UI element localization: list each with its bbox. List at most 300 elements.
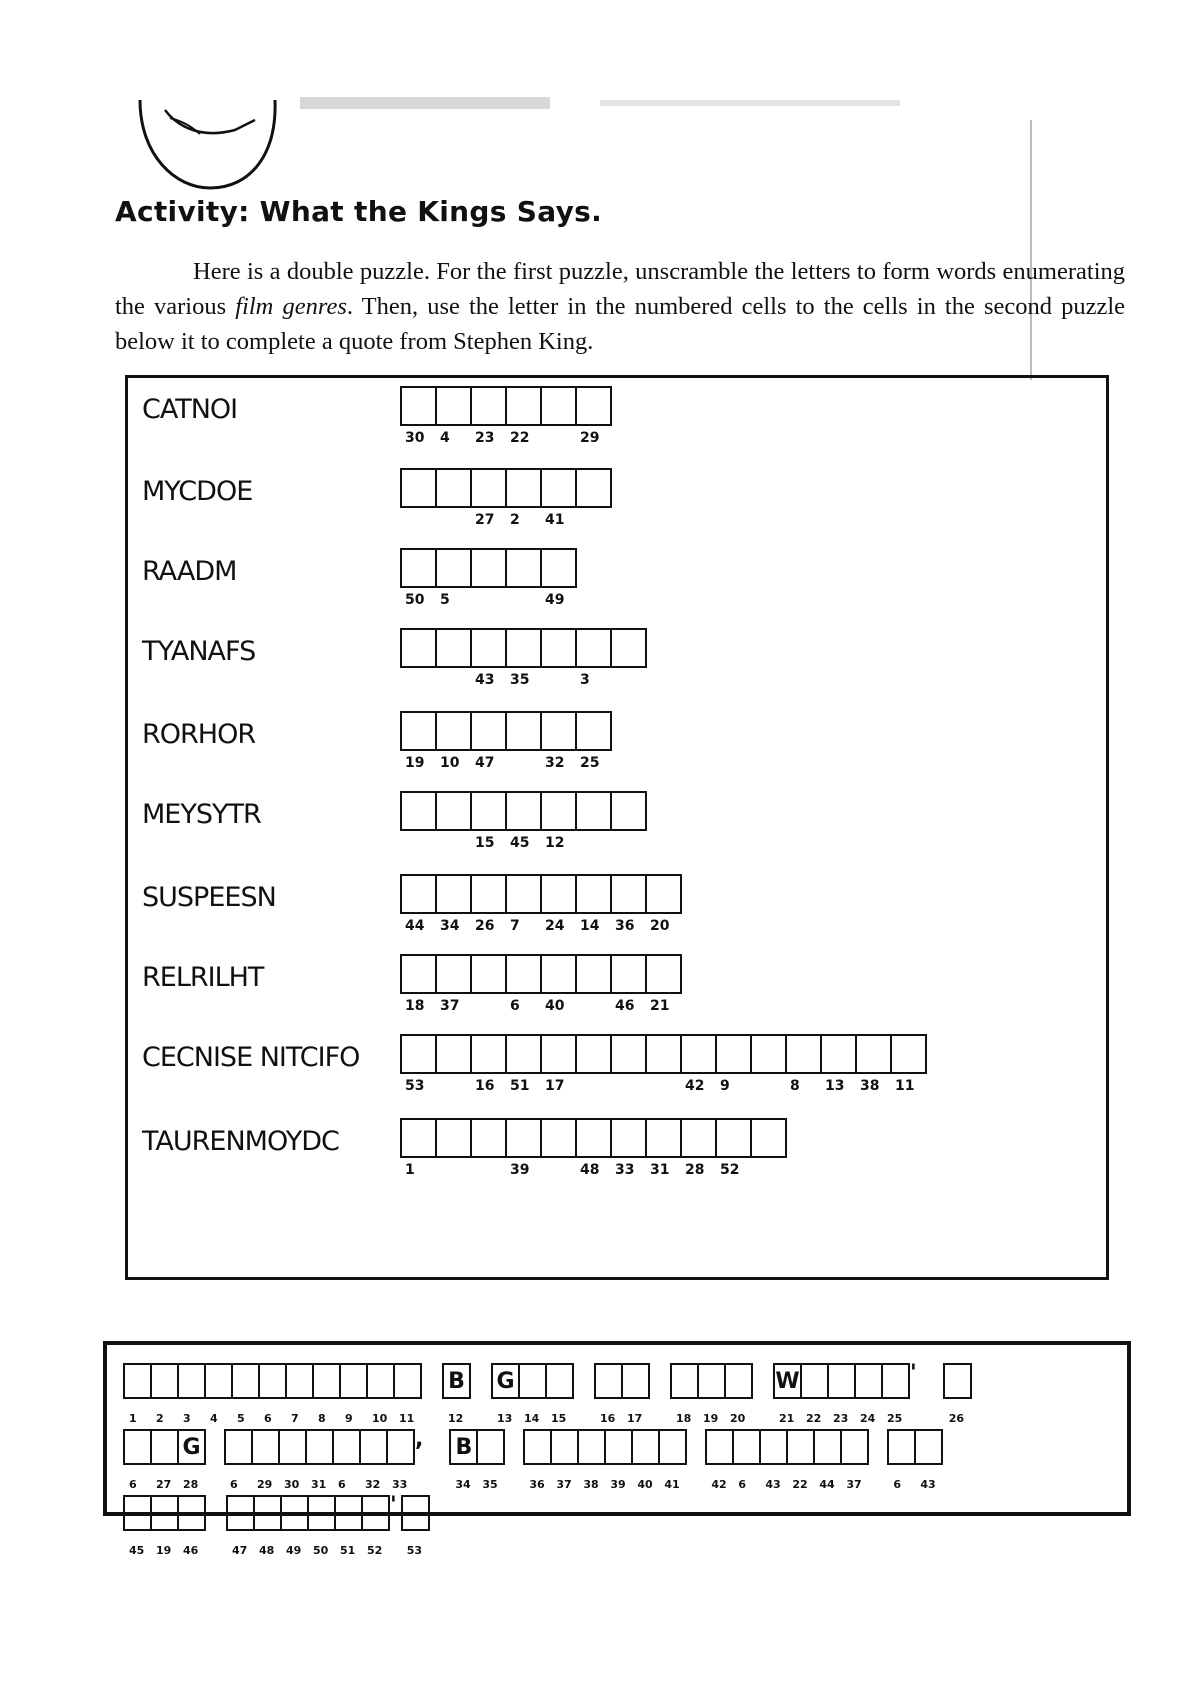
- quote-cell[interactable]: [231, 1363, 260, 1425]
- quote-cell[interactable]: [887, 1429, 916, 1491]
- puzzle-row: [128, 1118, 1106, 1190]
- quote-cell[interactable]: [361, 1495, 390, 1557]
- answer-cells: [400, 711, 610, 771]
- quote-cell-number: 12: [448, 1412, 464, 1425]
- cell-number: 27: [475, 512, 495, 528]
- scrambled-word: CATNOI: [142, 394, 238, 425]
- quote-cell-number: 37: [846, 1478, 862, 1491]
- answer-cell[interactable]: [470, 954, 507, 994]
- quote-cell[interactable]: [813, 1429, 842, 1491]
- answer-cell[interactable]: [400, 954, 437, 1014]
- cell-number: 32: [545, 755, 565, 771]
- answer-cell[interactable]: [505, 954, 542, 1014]
- answer-cell[interactable]: [645, 874, 682, 934]
- answer-cells: [400, 791, 645, 851]
- answer-cell[interactable]: [610, 874, 647, 934]
- answer-cell[interactable]: [575, 386, 612, 446]
- quote-cell-number: 44: [819, 1478, 835, 1491]
- quote-cell[interactable]: [759, 1429, 788, 1491]
- puzzle-row: [128, 548, 1106, 620]
- quote-word: [491, 1363, 572, 1425]
- quote-cell[interactable]: [359, 1429, 388, 1491]
- quote-word: [594, 1363, 648, 1425]
- answer-cell[interactable]: [470, 791, 507, 851]
- puzzle-row: [128, 1034, 1106, 1106]
- answer-cell[interactable]: [575, 628, 612, 688]
- answer-cell[interactable]: [575, 711, 612, 771]
- answer-cell[interactable]: [400, 1034, 437, 1094]
- quote-cell-number: 27: [156, 1478, 172, 1491]
- quote-cell-number: 22: [792, 1478, 808, 1491]
- answer-cell[interactable]: [435, 548, 472, 608]
- quote-cell[interactable]: [366, 1363, 395, 1425]
- answer-cell[interactable]: [470, 468, 507, 528]
- quote-cell[interactable]: [177, 1429, 206, 1491]
- quote-cell[interactable]: [393, 1363, 422, 1425]
- quote-cell[interactable]: [732, 1429, 761, 1491]
- answer-cells: [400, 954, 680, 1014]
- quote-word: [123, 1429, 204, 1491]
- answer-cells: [400, 628, 645, 688]
- quote-cell-number: 22: [806, 1412, 822, 1425]
- cell-number: 50: [405, 592, 425, 608]
- answer-cell[interactable]: [610, 628, 647, 668]
- quote-cell[interactable]: [334, 1495, 363, 1557]
- answer-cell[interactable]: [540, 1034, 577, 1094]
- quote-cell[interactable]: [177, 1363, 206, 1425]
- quote-cell-number: 14: [524, 1412, 540, 1425]
- quote-cell-number: 6: [129, 1478, 137, 1491]
- puzzle-row: [128, 628, 1106, 700]
- punctuation-mark: ': [910, 1361, 917, 1386]
- quote-cell-number: 37: [556, 1478, 572, 1491]
- puzzle-row: [128, 468, 1106, 540]
- cell-number: 23: [475, 430, 495, 446]
- answer-cell[interactable]: [505, 468, 542, 528]
- answer-cell[interactable]: [610, 791, 647, 831]
- quote-cell[interactable]: [697, 1363, 726, 1425]
- cell-number: 3: [580, 672, 590, 688]
- scrambled-word: TYANAFS: [142, 636, 256, 667]
- answer-cell[interactable]: [470, 1118, 507, 1158]
- answer-cell[interactable]: [400, 548, 437, 608]
- cell-number: 19: [405, 755, 425, 771]
- answer-cell[interactable]: [505, 1034, 542, 1094]
- quote-cell-number: 26: [948, 1412, 965, 1425]
- punctuation-mark: ,: [415, 1427, 424, 1452]
- scrambled-word: MEYSYTR: [142, 799, 261, 830]
- cell-number: 12: [545, 835, 565, 851]
- quote-cell-number: 36: [529, 1478, 545, 1491]
- answer-cell[interactable]: [435, 874, 472, 934]
- quote-word: [670, 1363, 751, 1425]
- answer-cell[interactable]: [820, 1034, 857, 1094]
- quote-cell-number: 46: [183, 1544, 199, 1557]
- answer-cell[interactable]: [400, 468, 437, 508]
- cell-number: 39: [510, 1162, 530, 1178]
- quote-cell-number: 50: [313, 1544, 329, 1557]
- puzzle-row: [128, 386, 1106, 458]
- cell-number: 15: [475, 835, 495, 851]
- answer-cell[interactable]: [435, 954, 472, 1014]
- answer-cell[interactable]: [505, 874, 542, 934]
- given-letter: B: [455, 1435, 473, 1460]
- quote-cell[interactable]: [386, 1429, 415, 1491]
- answer-cell[interactable]: [505, 1118, 542, 1178]
- quote-cell[interactable]: [224, 1429, 253, 1491]
- answer-cell[interactable]: [750, 1118, 787, 1158]
- quote-cell[interactable]: [123, 1495, 152, 1557]
- quote-cell-number: 31: [311, 1478, 327, 1491]
- quote-cell[interactable]: [280, 1495, 309, 1557]
- answer-cell[interactable]: [505, 791, 542, 851]
- quote-cell[interactable]: [724, 1363, 753, 1425]
- puzzle-row: [128, 711, 1106, 783]
- answer-cells: [400, 548, 575, 608]
- quote-cell[interactable]: [545, 1363, 574, 1425]
- quote-cell-number: 38: [583, 1478, 599, 1491]
- quote-cell-number: 28: [183, 1478, 199, 1491]
- answer-cell[interactable]: [540, 386, 577, 426]
- cell-number: 45: [510, 835, 530, 851]
- quote-cell[interactable]: [670, 1363, 699, 1425]
- puzzle-row: [128, 874, 1106, 946]
- quote-cell-number: 29: [257, 1478, 273, 1491]
- answer-cell[interactable]: [435, 711, 472, 771]
- quote-cell[interactable]: [226, 1495, 255, 1557]
- cell-number: 4: [440, 430, 450, 446]
- quote-cell[interactable]: [854, 1363, 883, 1425]
- given-letter: B: [448, 1369, 465, 1394]
- answer-cell[interactable]: [400, 711, 437, 771]
- quote-cell-number: 13: [497, 1412, 513, 1425]
- cell-number: 10: [440, 755, 460, 771]
- quote-line: [123, 1361, 970, 1425]
- quote-cell[interactable]: [800, 1363, 829, 1425]
- cell-number: 28: [685, 1162, 705, 1178]
- quote-cell[interactable]: [705, 1429, 734, 1491]
- quote-cell[interactable]: [312, 1363, 341, 1425]
- quote-cell-number: 39: [610, 1478, 626, 1491]
- scrambled-word: SUSPEESN: [142, 882, 276, 913]
- answer-cell[interactable]: [610, 954, 647, 1014]
- quote-cell[interactable]: [773, 1363, 802, 1425]
- answer-cell[interactable]: [470, 386, 507, 446]
- quote-cell-number: 9: [345, 1412, 353, 1425]
- cell-number: 13: [825, 1078, 845, 1094]
- answer-cell[interactable]: [785, 1034, 822, 1094]
- answer-cell[interactable]: [470, 1034, 507, 1094]
- answer-cell[interactable]: [435, 468, 472, 508]
- answer-cell[interactable]: [470, 711, 507, 771]
- quote-cell[interactable]: [150, 1363, 179, 1425]
- cell-number: 1: [405, 1162, 415, 1178]
- cell-number: 21: [650, 998, 670, 1014]
- scrambled-word: RELRILHT: [142, 962, 264, 993]
- quote-cell-number: 20: [730, 1412, 746, 1425]
- answer-cell[interactable]: [540, 1118, 577, 1158]
- cell-number: 34: [440, 918, 460, 934]
- quote-cell[interactable]: [305, 1429, 334, 1491]
- answer-cell[interactable]: [540, 628, 577, 668]
- quote-cell-number: 45: [129, 1544, 145, 1557]
- given-letter: W: [775, 1369, 800, 1394]
- quote-cell-number: 10: [372, 1412, 388, 1425]
- cell-number: 5: [440, 592, 450, 608]
- reading-hand-logo-icon: [135, 100, 285, 190]
- quote-cell-number: 6: [264, 1412, 272, 1425]
- answer-cell[interactable]: [505, 628, 542, 688]
- quote-cell-number: 41: [664, 1478, 680, 1491]
- cell-number: 40: [545, 998, 565, 1014]
- quote-cell-number: 40: [637, 1478, 653, 1491]
- cell-number: 46: [615, 998, 635, 1014]
- cell-number: 22: [510, 430, 530, 446]
- quote-cell[interactable]: [332, 1429, 361, 1491]
- answer-cell[interactable]: [435, 1034, 472, 1074]
- quote-cell[interactable]: [577, 1429, 606, 1491]
- answer-cell[interactable]: [435, 628, 472, 668]
- answer-cell[interactable]: [505, 386, 542, 446]
- quote-cell-number: 43: [765, 1478, 781, 1491]
- answer-cell[interactable]: [575, 1034, 612, 1074]
- quote-cell-number: 33: [392, 1478, 408, 1491]
- quote-cell[interactable]: [518, 1363, 547, 1425]
- quote-cell[interactable]: [150, 1495, 179, 1557]
- quote-word: [401, 1495, 428, 1557]
- answer-cells: [400, 1118, 785, 1178]
- answer-cells: [400, 874, 680, 934]
- scrambled-word: TAURENMOYDC: [142, 1126, 339, 1157]
- cell-number: 53: [405, 1078, 425, 1094]
- answer-cell[interactable]: [540, 954, 577, 1014]
- cell-number: 51: [510, 1078, 530, 1094]
- answer-cell[interactable]: [680, 1034, 717, 1094]
- quote-cell[interactable]: [550, 1429, 579, 1491]
- cell-number: 8: [790, 1078, 800, 1094]
- quote-cell-number: 3: [183, 1412, 191, 1425]
- answer-cell[interactable]: [505, 548, 542, 588]
- cell-number: 35: [510, 672, 530, 688]
- quote-cell[interactable]: [631, 1429, 660, 1491]
- quote-cell[interactable]: [401, 1495, 430, 1557]
- quote-cell[interactable]: [278, 1429, 307, 1491]
- cell-number: 38: [860, 1078, 880, 1094]
- answer-cell[interactable]: [400, 1118, 437, 1178]
- cell-number: 48: [580, 1162, 600, 1178]
- answer-cell[interactable]: [715, 1118, 752, 1178]
- instructions-text-after: . Then, use the letter in the numbered cells to the cells in the second puzzle below it to complete a quote from Stephen King.: [115, 293, 1126, 355]
- cell-number: 33: [615, 1162, 635, 1178]
- quote-line: [123, 1427, 941, 1491]
- quote-line: [123, 1493, 428, 1557]
- quote-cell-number: 11: [399, 1412, 415, 1425]
- quote-cell[interactable]: [442, 1363, 471, 1425]
- quote-cell-number: 1: [129, 1412, 137, 1425]
- quote-cell-number: 47: [232, 1544, 248, 1557]
- answer-cell[interactable]: [575, 954, 612, 994]
- quote-cell-number: 49: [286, 1544, 302, 1557]
- quote-cell[interactable]: [307, 1495, 336, 1557]
- cell-number: 20: [650, 918, 670, 934]
- quote-cell-number: 19: [156, 1544, 172, 1557]
- quote-cell-number: 7: [291, 1412, 299, 1425]
- quote-cell[interactable]: [594, 1363, 623, 1425]
- quote-cell-number: 32: [365, 1478, 381, 1491]
- cell-number: 29: [580, 430, 600, 446]
- quote-word: [887, 1429, 941, 1491]
- quote-cell[interactable]: [177, 1495, 206, 1557]
- answer-cell[interactable]: [400, 386, 437, 446]
- quote-cell-number: 43: [920, 1478, 936, 1491]
- quote-cell[interactable]: [123, 1363, 152, 1425]
- quote-cell[interactable]: [285, 1363, 314, 1425]
- quote-cell[interactable]: [339, 1363, 368, 1425]
- answer-cell[interactable]: [750, 1034, 787, 1074]
- quote-cell-number: 5: [237, 1412, 245, 1425]
- quote-cell[interactable]: [840, 1429, 869, 1491]
- answer-cell[interactable]: [400, 874, 437, 934]
- cell-number: 9: [720, 1078, 730, 1094]
- answer-cell[interactable]: [470, 874, 507, 934]
- quote-cell-number: 52: [367, 1544, 383, 1557]
- quote-cell-number: 25: [887, 1412, 903, 1425]
- quote-cell-number: 34: [455, 1478, 471, 1491]
- cell-number: 18: [405, 998, 425, 1014]
- answer-cell[interactable]: [400, 628, 437, 668]
- quote-cell[interactable]: [491, 1363, 520, 1425]
- cell-number: 26: [475, 918, 495, 934]
- answer-cell[interactable]: [540, 711, 577, 771]
- quote-cell[interactable]: [204, 1363, 233, 1425]
- answer-cell[interactable]: [715, 1034, 752, 1094]
- answer-cells: [400, 1034, 925, 1094]
- quote-word: [523, 1429, 685, 1491]
- quote-cell[interactable]: [604, 1429, 633, 1491]
- quote-cell-number: 48: [259, 1544, 275, 1557]
- quote-cell[interactable]: [150, 1429, 179, 1491]
- quote-cell-number: 23: [833, 1412, 849, 1425]
- answer-cell[interactable]: [540, 468, 577, 528]
- cell-number: 47: [475, 755, 495, 771]
- quote-cell-number: 19: [703, 1412, 719, 1425]
- cell-number: 7: [510, 918, 520, 934]
- quote-word: [442, 1363, 469, 1425]
- cell-number: 11: [895, 1078, 915, 1094]
- cell-number: 42: [685, 1078, 705, 1094]
- answer-cell[interactable]: [470, 628, 507, 688]
- quote-cell[interactable]: [943, 1363, 972, 1425]
- answer-cell[interactable]: [540, 548, 577, 608]
- quote-cell-number: 53: [406, 1544, 423, 1557]
- quote-cell-number: 18: [676, 1412, 692, 1425]
- cell-number: 14: [580, 918, 600, 934]
- quote-word: [705, 1429, 867, 1491]
- quote-word: [773, 1361, 921, 1425]
- faded-heading-smudge: [300, 92, 920, 152]
- quote-cell-number: 2: [156, 1412, 164, 1425]
- cell-number: 49: [545, 592, 565, 608]
- quote-cell[interactable]: [476, 1429, 505, 1491]
- answer-cell[interactable]: [470, 548, 507, 588]
- cell-number: 37: [440, 998, 460, 1014]
- answer-cell[interactable]: [645, 1034, 682, 1074]
- instructions-film-genres: film genres: [235, 293, 347, 320]
- answer-cell[interactable]: [435, 1118, 472, 1158]
- quote-word: [226, 1493, 401, 1557]
- quote-cell-number: 6: [230, 1478, 238, 1491]
- quote-cell[interactable]: [258, 1363, 287, 1425]
- cell-number: 44: [405, 918, 425, 934]
- quote-cell[interactable]: [881, 1363, 910, 1425]
- quote-cell[interactable]: [827, 1363, 856, 1425]
- quote-cell[interactable]: [621, 1363, 650, 1425]
- quote-cell[interactable]: [253, 1495, 282, 1557]
- answer-cell[interactable]: [400, 791, 437, 831]
- answer-cell[interactable]: [540, 874, 577, 934]
- quote-cell[interactable]: [251, 1429, 280, 1491]
- answer-cells: [400, 386, 610, 446]
- answer-cell[interactable]: [575, 791, 612, 831]
- quote-cell-number: 42: [711, 1478, 727, 1491]
- quote-cell-number: 30: [284, 1478, 300, 1491]
- answer-cell[interactable]: [645, 954, 682, 1014]
- quote-cell-number: 6: [738, 1478, 747, 1491]
- answer-cell[interactable]: [610, 1034, 647, 1074]
- instructions-text-before: Here is a double puzzle. For the first puzzle, unscramble the letters to form words enumerating the various: [115, 258, 1125, 320]
- answer-cell[interactable]: [435, 791, 472, 831]
- quote-cell-number: 6: [338, 1478, 346, 1491]
- quote-cell-number: 24: [860, 1412, 876, 1425]
- activity-title: Activity: What the Kings Says.: [115, 195, 603, 228]
- answer-cell[interactable]: [575, 874, 612, 934]
- quote-cell[interactable]: [786, 1429, 815, 1491]
- scrambled-word: RORHOR: [142, 719, 256, 750]
- quote-cell[interactable]: [914, 1429, 943, 1491]
- punctuation-mark: ': [390, 1493, 397, 1518]
- answer-cell[interactable]: [575, 1118, 612, 1178]
- quote-cell-number: 15: [551, 1412, 567, 1425]
- quote-cell-number: 16: [600, 1412, 616, 1425]
- quote-cell[interactable]: [523, 1429, 552, 1491]
- answer-cells: [400, 468, 610, 528]
- quote-cell-number: 8: [318, 1412, 326, 1425]
- answer-cell[interactable]: [610, 1118, 647, 1178]
- quote-cell[interactable]: [449, 1429, 478, 1491]
- puzzle-row: [128, 791, 1106, 863]
- answer-cell[interactable]: [645, 1118, 682, 1178]
- cell-number: 31: [650, 1162, 670, 1178]
- quote-cell[interactable]: [658, 1429, 687, 1491]
- answer-cell[interactable]: [505, 711, 542, 751]
- cell-number: 17: [545, 1078, 565, 1094]
- cell-number: 16: [475, 1078, 495, 1094]
- answer-cell[interactable]: [680, 1118, 717, 1178]
- quote-cell-number: 51: [340, 1544, 356, 1557]
- cell-number: 6: [510, 998, 520, 1014]
- quote-cell-number: 4: [210, 1412, 218, 1425]
- answer-cell[interactable]: [540, 791, 577, 851]
- answer-cell[interactable]: [890, 1034, 927, 1094]
- puzzle-row: [128, 954, 1106, 1026]
- quote-cell[interactable]: [123, 1429, 152, 1491]
- quote-word: [123, 1363, 420, 1425]
- answer-cell[interactable]: [855, 1034, 892, 1094]
- cell-number: 43: [475, 672, 495, 688]
- answer-cell[interactable]: [575, 468, 612, 508]
- instructions-paragraph: [115, 254, 1125, 359]
- answer-cell[interactable]: [435, 386, 472, 446]
